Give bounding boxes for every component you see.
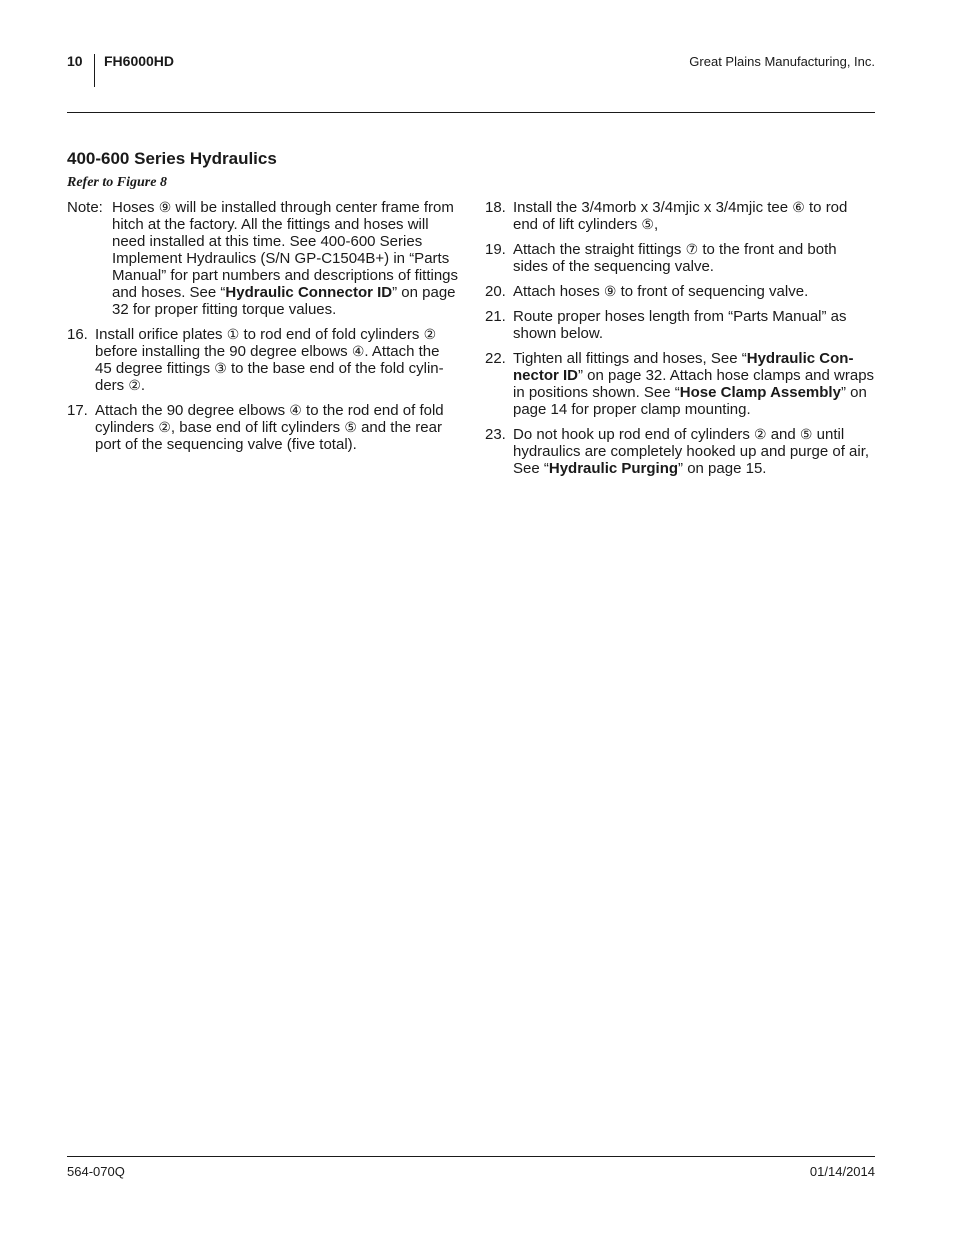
step-number: 18. bbox=[485, 199, 506, 216]
link-hydraulic-connector-id: Hydraulic Connector ID bbox=[513, 350, 854, 384]
section-title: 400-600 Series Hydraulics bbox=[67, 149, 277, 168]
step-number: 16. bbox=[67, 326, 88, 343]
callout-5: ⑤ bbox=[641, 216, 654, 232]
callout-3: ③ bbox=[214, 360, 227, 376]
callout-9: ⑨ bbox=[603, 283, 617, 299]
callout-1: ① bbox=[226, 326, 240, 342]
step-23 bbox=[485, 426, 875, 477]
callout-2: ② bbox=[423, 326, 437, 342]
model-name: FH6000HD bbox=[104, 53, 175, 69]
callout-4: ④ bbox=[351, 343, 365, 359]
callout-2: ② bbox=[753, 426, 767, 442]
callout-6: ⑥ bbox=[792, 199, 805, 215]
figure-reference: Refer to Figure 8 bbox=[67, 175, 167, 190]
document-date: 01/14/2014 bbox=[809, 1164, 875, 1179]
callout-9: ⑨ bbox=[158, 199, 172, 215]
note-body: Hoses ⑨ will be installed through center frame from hitch at the factory. All the fittings and hoses will need installed at this time. See 400-600 Series Implement Hydraulics (S/N GP-C1504B+) in “Parts Manual” for part numbers and descriptions of fittings and hoses. See “Hydraulic Connector ID” on page 32 for proper fitting torque values. bbox=[112, 199, 459, 318]
document-number: 564-070Q bbox=[67, 1164, 125, 1179]
step-text: Install the 3/4morb x 3/4mjic x 3/4mjic tee ⑥ to rod end of lift cylinders ⑤, bbox=[513, 199, 848, 233]
footer-rule bbox=[67, 1156, 875, 1157]
link-hydraulic-purging: Hydraulic Purging bbox=[548, 460, 679, 477]
header-rule bbox=[67, 112, 875, 113]
step-text: Attach the straight fittings ⑦ to the front and both sides of the sequencing valve. bbox=[513, 241, 837, 275]
link-hose-clamp-assembly: Hose Clamp Assembly bbox=[679, 384, 841, 401]
step-number: 23. bbox=[485, 426, 506, 443]
callout-5: ⑤ bbox=[799, 426, 813, 442]
step-text: Attach hoses ⑨ to front of sequencing valve. bbox=[513, 283, 809, 300]
step-text: Install orifice plates ① to rod end of fold cylinders ② before installing the 90 degree elbows ④. Attach the 45 degree fittings ③ to the base end of the fold cylinders ②. bbox=[95, 326, 444, 394]
callout-4: ④ bbox=[289, 402, 302, 418]
note bbox=[67, 199, 459, 318]
company-name: Great Plains Manufacturing, Inc. bbox=[689, 54, 875, 69]
step-number: 21. bbox=[485, 308, 506, 325]
step-21 bbox=[485, 308, 875, 342]
step-text: Attach the 90 degree elbows ④ to the rod end of fold cylinders ②, base end of lift cylinders ⑤ and the rear port of the sequencing valve (five total). bbox=[95, 402, 444, 453]
step-19 bbox=[485, 241, 875, 275]
note-label: Note: bbox=[67, 199, 103, 216]
step-text: Route proper hoses length from “Parts Manual” as shown below. bbox=[513, 308, 847, 342]
page-number: 10 bbox=[67, 53, 83, 69]
callout-2: ② bbox=[128, 377, 141, 393]
step-number: 19. bbox=[485, 241, 506, 258]
step-number: 17. bbox=[67, 402, 88, 419]
step-20 bbox=[485, 283, 875, 300]
link-hydraulic-connector-id: Hydraulic Connector ID bbox=[225, 284, 393, 301]
step-text: Do not hook up rod end of cylinders ② and ⑤ until hydraulics are completely hooked up and purge of air, See “Hydraulic Purging” on page 15. bbox=[513, 426, 870, 477]
right-column bbox=[485, 199, 875, 485]
callout-7: ⑦ bbox=[685, 241, 699, 257]
step-text: Tighten all fittings and hoses, See “Hydraulic Connector ID” on page 32. Attach hose clamps and wraps in positions shown. See “Hose Clamp Assembly” on page 14 for proper clamp mounting. bbox=[513, 350, 875, 418]
header-divider bbox=[94, 54, 95, 87]
step-18 bbox=[485, 199, 875, 233]
step-number: 22. bbox=[485, 350, 506, 367]
callout-5: ⑤ bbox=[344, 419, 357, 435]
step-22 bbox=[485, 350, 875, 418]
step-17 bbox=[67, 402, 459, 453]
callout-2: ② bbox=[158, 419, 171, 435]
left-column bbox=[67, 199, 459, 461]
step-16 bbox=[67, 326, 459, 394]
step-number: 20. bbox=[485, 283, 506, 300]
